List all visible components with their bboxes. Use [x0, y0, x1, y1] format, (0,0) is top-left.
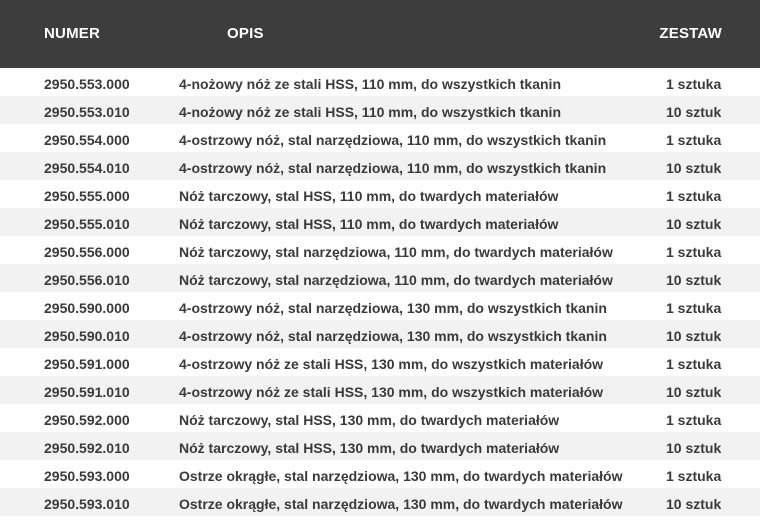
table-row	[0, 292, 760, 320]
table-row	[0, 208, 760, 236]
cell-zestaw: 10 sztuk	[666, 104, 722, 120]
cell-opis: Nóż tarczowy, stal HSS, 110 mm, do twardych materiałów	[179, 188, 559, 204]
table-row	[0, 376, 760, 404]
table-row	[0, 404, 760, 432]
cell-zestaw: 1 sztuka	[666, 356, 722, 372]
cell-numer: 2950.556.000	[44, 244, 130, 260]
cell-opis: Nóż tarczowy, stal narzędziowa, 110 mm, do twardych materiałów	[179, 272, 613, 288]
cell-zestaw: 1 sztuka	[666, 132, 722, 148]
cell-zestaw: 1 sztuka	[666, 300, 722, 316]
cell-numer: 2950.554.000	[44, 132, 130, 148]
cell-zestaw: 1 sztuka	[666, 412, 722, 428]
cell-opis: Nóż tarczowy, stal HSS, 110 mm, do twardych materiałów	[179, 216, 559, 232]
cell-numer: 2950.593.000	[44, 468, 130, 484]
cell-numer: 2950.553.010	[44, 104, 130, 120]
table-row	[0, 236, 760, 264]
cell-opis: Nóż tarczowy, stal HSS, 130 mm, do twardych materiałów	[179, 412, 560, 428]
table-row	[0, 152, 760, 180]
cell-numer: 2950.592.000	[44, 412, 130, 428]
cell-opis: 4-nożowy nóż ze stali HSS, 110 mm, do wszystkich tkanin	[179, 104, 561, 120]
cell-numer: 2950.591.000	[44, 356, 130, 372]
cell-zestaw: 1 sztuka	[666, 244, 722, 260]
cell-zestaw: 10 sztuk	[666, 440, 722, 456]
table-row	[0, 348, 760, 376]
table-row	[0, 460, 760, 488]
cell-numer: 2950.593.010	[44, 496, 130, 512]
cell-zestaw: 1 sztuka	[666, 188, 722, 204]
cell-opis: Nóż tarczowy, stal narzędziowa, 110 mm, do twardych materiałów	[179, 244, 613, 260]
cell-opis: 4-ostrzowy nóż ze stali HSS, 130 mm, do wszystkich materiałów	[179, 356, 604, 372]
table-row	[0, 124, 760, 152]
cell-opis: 4-ostrzowy nóż, stal narzędziowa, 130 mm, do wszystkich tkanin	[179, 300, 607, 316]
cell-numer: 2950.554.010	[44, 160, 130, 176]
table-row	[0, 320, 760, 348]
cell-numer: 2950.592.010	[44, 440, 130, 456]
cell-numer: 2950.553.000	[44, 76, 130, 92]
header-numer: NUMER	[44, 25, 100, 42]
cell-opis: 4-nożowy nóż ze stali HSS, 110 mm, do wszystkich tkanin	[179, 76, 561, 92]
cell-opis: 4-ostrzowy nóż, stal narzędziowa, 130 mm, do wszystkich tkanin	[179, 328, 607, 344]
cell-zestaw: 10 sztuk	[666, 384, 722, 400]
cell-zestaw: 10 sztuk	[666, 216, 722, 232]
cell-zestaw: 1 sztuka	[666, 76, 722, 92]
header-zestaw: ZESTAW	[659, 25, 722, 42]
cell-numer: 2950.590.010	[44, 328, 130, 344]
cell-opis: 4-ostrzowy nóż ze stali HSS, 130 mm, do wszystkich materiałów	[179, 384, 604, 400]
cell-numer: 2950.555.010	[44, 216, 130, 232]
cell-zestaw: 10 sztuk	[666, 328, 722, 344]
cell-zestaw: 10 sztuk	[666, 160, 722, 176]
cell-opis: 4-ostrzowy nóż, stal narzędziowa, 110 mm, do wszystkich tkanin	[179, 132, 607, 148]
cell-zestaw: 10 sztuk	[666, 496, 722, 512]
table-row	[0, 488, 760, 516]
table-row	[0, 180, 760, 208]
header-opis: OPIS	[227, 25, 264, 42]
cell-opis: 4-ostrzowy nóż, stal narzędziowa, 110 mm, do wszystkich tkanin	[179, 160, 607, 176]
cell-opis: Nóż tarczowy, stal HSS, 130 mm, do twardych materiałów	[179, 440, 560, 456]
table-row	[0, 264, 760, 292]
cell-opis: Ostrze okrągłe, stal narzędziowa, 130 mm, do twardych materiałów	[179, 468, 623, 484]
cell-zestaw: 1 sztuka	[666, 468, 722, 484]
cell-numer: 2950.590.000	[44, 300, 130, 316]
cell-numer: 2950.556.010	[44, 272, 130, 288]
cell-opis: Ostrze okrągłe, stal narzędziowa, 130 mm, do twardych materiałów	[179, 496, 623, 512]
cell-numer: 2950.555.000	[44, 188, 130, 204]
table-body	[0, 68, 760, 516]
table-row	[0, 432, 760, 460]
table-header	[0, 0, 760, 68]
table-row	[0, 68, 760, 96]
cell-zestaw: 10 sztuk	[666, 272, 722, 288]
cell-numer: 2950.591.010	[44, 384, 130, 400]
table-row	[0, 96, 760, 124]
